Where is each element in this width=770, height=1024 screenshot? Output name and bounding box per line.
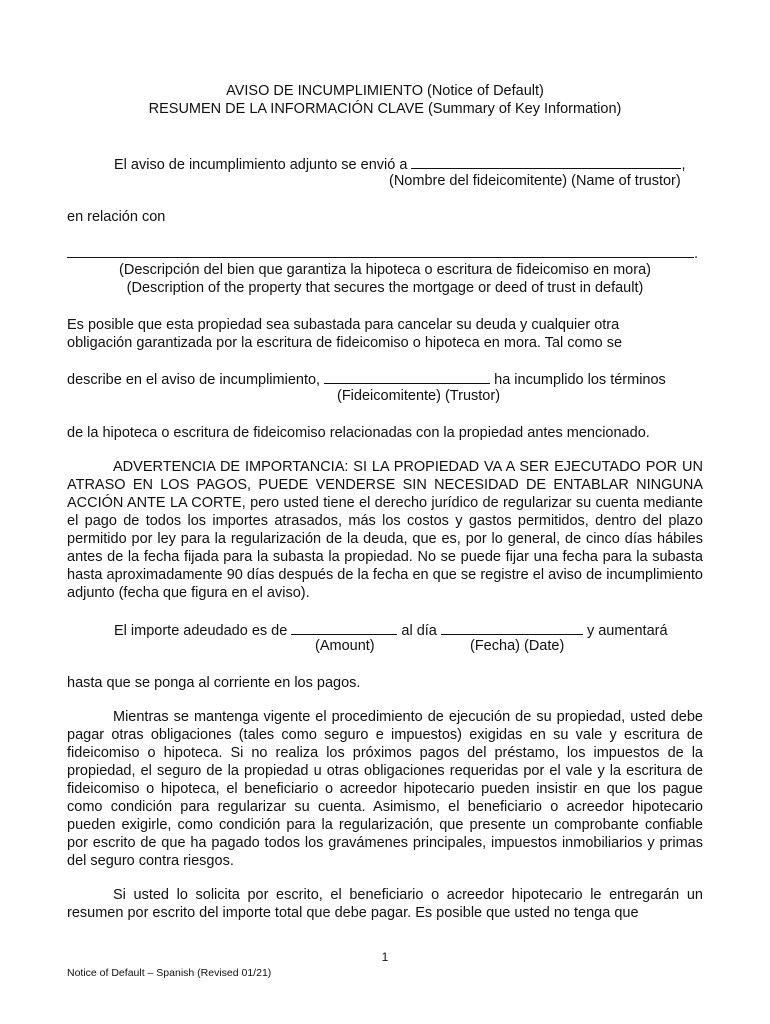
amount-prefix: El importe adeudado es de [114, 623, 288, 639]
warning-paragraph [67, 458, 703, 602]
request-text: Si usted lo solicita por escrito, el beneficiario o acreedor hipotecario le entregarán un resumen por escrito del importe total que debe pagar. Es posible que usted no tenga que [67, 887, 703, 921]
relation-suffix: . [694, 246, 699, 262]
footer-text: Notice of Default – Spanish (Revised 01/21) [67, 967, 272, 979]
trustor-name-blank[interactable] [411, 154, 681, 169]
amount-blank[interactable] [291, 620, 397, 635]
amount-line [114, 620, 668, 640]
trustor-blank[interactable] [324, 369, 490, 384]
until-line: hasta que se ponga al corriente en los pagos. [67, 675, 361, 691]
amount-middle: al día [401, 623, 437, 639]
describe-suffix: ha incumplido los términos [494, 372, 666, 388]
related-line: de la hipoteca o escritura de fideicomiso relacionadas con la propiedad antes mencionado. [67, 425, 650, 441]
auction-line-1: Es posible que esta propiedad sea subastada para cancelar su deuda y cualquier otra [67, 317, 620, 333]
page-number: 1 [381, 950, 389, 964]
obligations-paragraph [67, 708, 703, 870]
date-caption: (Fecha) (Date) [470, 638, 565, 654]
property-description-blank[interactable] [67, 243, 694, 258]
trustor-prefix: El aviso de incumplimiento adjunto se envió a [114, 157, 408, 173]
title-line-1: AVISO DE INCUMPLIMIENTO (Notice of Default) [226, 83, 544, 99]
describe-line [67, 369, 666, 389]
property-description-line [67, 243, 698, 263]
obligations-text: Mientras se mantenga vigente el procedimiento de ejecución de su propiedad, usted debe pagar otras obligaciones (tales como seguro e impuestos) exigidas en su vale y escritura de fideicomiso o hipoteca. Si no realiza los próximos pagos del préstamo, los impuestos de la propiedad, el seguro de la propiedad u otras obligaciones requeridas por el vale y la escritura de fideicomiso o hipoteca, el beneficiario o acreedor hipotecario pueden insistir en que los pague como condición para regularizar su cuenta. Asimismo, el beneficiario o acreedor hipotecario pueden exigirle, como condición para la regularización, que presente un comprobante confiable por escrito de que ha pagado todos los gravámenes principales, impuestos inmobiliarios y primas del seguro contra riesgos. [67, 709, 703, 869]
trustor-line [114, 154, 685, 174]
trustor-suffix: , [681, 157, 686, 173]
describe-prefix: describe en el aviso de incumplimiento, [67, 372, 321, 388]
trustor-role-caption: (Fideicomitente) (Trustor) [337, 388, 501, 404]
warning-text: ADVERTENCIA DE IMPORTANCIA: SI LA PROPIEDAD VA A SER EJECUTADO POR UN ATRASO EN LOS PAGOS, PUEDE VENDERSE SIN NECESIDAD DE ENTABLAR NINGUNA ACCIÓN ANTE LA CORTE, pero usted tiene el derecho jurídico de regularizar su cuenta mediante el pago de todos los importes atrasados, más los costos y gastos permitidos, dentro del plazo permitido por ley para la regularización de la deuda, que es, por lo general, de cinco días hábiles antes de la fecha fijada para la subasta la propiedad. No se puede fijar una fecha para la subasta hasta aproximadamente 90 días después de la fecha en que se registre el aviso de incumplimiento adjunto (fecha que figura en el aviso). [67, 459, 703, 601]
title-line-2: RESUMEN DE LA INFORMACIÓN CLAVE (Summary of Key Information) [148, 101, 622, 117]
property-caption-en: (Description of the property that secures the mortgage or deed of trust in default) [126, 280, 644, 296]
amount-caption: (Amount) [315, 638, 375, 654]
amount-suffix: y aumentará [586, 623, 668, 639]
date-blank[interactable] [441, 620, 583, 635]
auction-line-2: obligación garantizada por la escritura de fideicomiso o hipoteca en mora. Tal como se [67, 335, 623, 351]
request-paragraph [67, 886, 703, 922]
relation-text: en relación con [67, 209, 166, 225]
property-caption-es: (Descripción del bien que garantiza la hipoteca o escritura de fideicomiso en mora) [119, 262, 651, 278]
trustor-caption: (Nombre del fideicomitente) (Name of trustor) [389, 173, 681, 189]
